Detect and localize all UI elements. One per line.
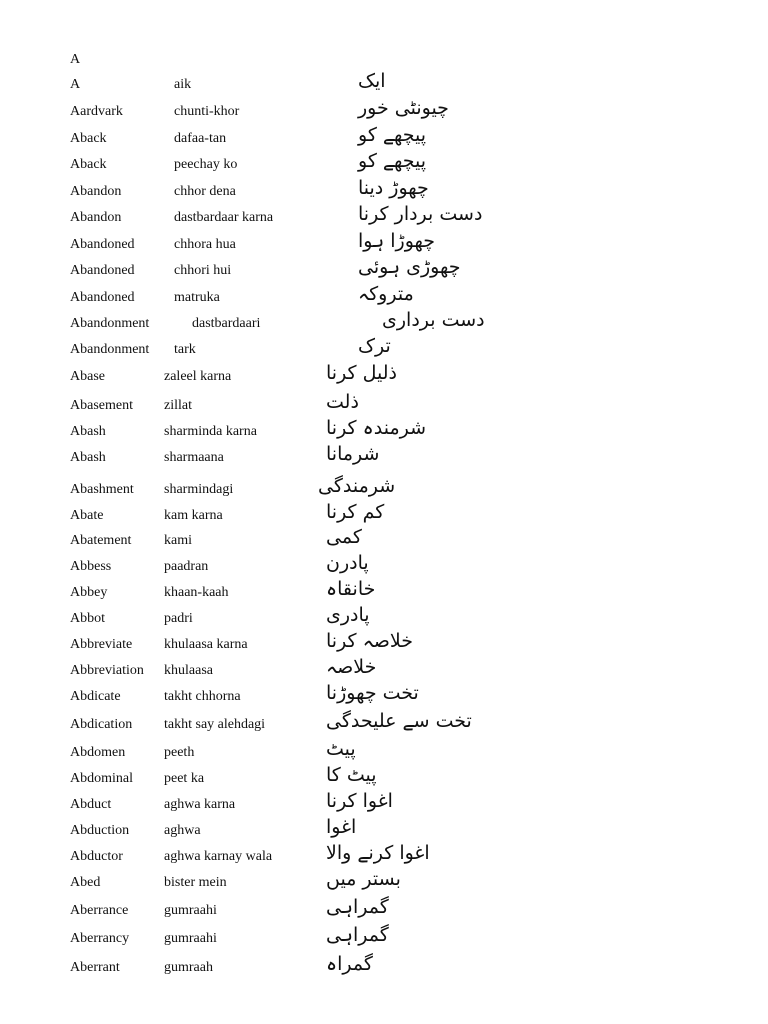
roman-urdu: tark xyxy=(174,342,196,357)
urdu-script: ذلت xyxy=(326,391,359,413)
urdu-script: بستر میں xyxy=(326,868,401,890)
urdu-script: گمراہی xyxy=(326,924,389,946)
english-word: A xyxy=(70,77,81,92)
urdu-script: گمراہی xyxy=(326,896,389,918)
roman-urdu: khaan-kaah xyxy=(164,585,229,600)
urdu-script: چھوڑ دینا xyxy=(358,177,429,199)
english-word: Abatement xyxy=(70,533,132,548)
english-word: Aberrance xyxy=(70,903,129,918)
english-word: Aback xyxy=(70,131,107,146)
english-word: Abandonment xyxy=(70,316,150,331)
english-word: Abbot xyxy=(70,611,105,626)
roman-urdu: chhora hua xyxy=(174,237,236,252)
urdu-script: چھوڑی ہوئی xyxy=(358,256,461,278)
english-word: Abbreviate xyxy=(70,637,133,652)
english-word: Abdicate xyxy=(70,689,121,704)
urdu-script: ترک xyxy=(358,335,391,357)
roman-urdu: paadran xyxy=(164,559,209,574)
urdu-script: شرمندہ کرنا xyxy=(326,417,427,439)
entry-row xyxy=(0,417,768,446)
urdu-script: تخت چھوڑنا xyxy=(326,682,419,704)
urdu-script: چھوڑا ہوا xyxy=(358,230,436,252)
roman-urdu: khulaasa xyxy=(164,663,213,678)
roman-urdu: dafaa-tan xyxy=(174,131,227,146)
english-word: Abbreviation xyxy=(70,663,144,678)
english-word: Abduct xyxy=(70,797,112,812)
roman-urdu: kam karna xyxy=(164,508,223,523)
roman-urdu: takht chhorna xyxy=(164,689,241,704)
urdu-script: دست بردار کرنا xyxy=(358,203,483,225)
roman-urdu: chunti-khor xyxy=(174,104,240,119)
english-word: Abandonment xyxy=(70,342,150,357)
entry-row xyxy=(0,896,768,925)
roman-urdu: takht say alehdagi xyxy=(164,717,266,732)
roman-urdu: gumraahi xyxy=(164,903,217,918)
english-word: Abandoned xyxy=(70,237,135,252)
entry-row xyxy=(0,578,768,607)
roman-urdu: aghwa karna xyxy=(164,797,236,812)
english-word: Abandoned xyxy=(70,290,135,305)
roman-urdu: matruka xyxy=(174,290,220,305)
english-word: Abduction xyxy=(70,823,130,838)
roman-urdu: bister mein xyxy=(164,875,227,890)
english-word: Abash xyxy=(70,450,106,465)
english-word: Aberrancy xyxy=(70,931,130,946)
english-word: Abbey xyxy=(70,585,108,600)
urdu-script: گمراہ xyxy=(326,953,373,975)
roman-urdu: chhor dena xyxy=(174,184,236,199)
roman-urdu: sharmaana xyxy=(164,450,224,465)
entry-row xyxy=(0,953,768,982)
roman-urdu: aghwa karnay wala xyxy=(164,849,273,864)
roman-urdu: gumraahi xyxy=(164,931,217,946)
entry-row xyxy=(0,738,768,767)
entry-row xyxy=(0,526,768,555)
english-word: Abdication xyxy=(70,717,133,732)
roman-urdu: peet ka xyxy=(164,771,205,786)
english-word: Aback xyxy=(70,157,107,172)
entry-row xyxy=(0,790,768,819)
urdu-script: شرمانا xyxy=(326,443,380,465)
roman-urdu: dastbardaari xyxy=(192,316,261,331)
entry-row xyxy=(0,682,768,711)
roman-urdu: sharmindagi xyxy=(164,482,234,497)
urdu-script: پادرن xyxy=(326,552,369,574)
entry-row xyxy=(0,501,768,530)
urdu-script: پیچھے کو xyxy=(358,150,427,172)
entry-row xyxy=(0,710,768,739)
urdu-script: پیٹ xyxy=(326,738,356,760)
section-letter: A xyxy=(70,52,81,67)
entry-row xyxy=(0,362,768,391)
roman-urdu: aik xyxy=(174,77,192,92)
urdu-script: خانقاہ xyxy=(326,578,376,600)
roman-urdu: dastbardaar karna xyxy=(174,210,274,225)
english-word: Abash xyxy=(70,424,106,439)
urdu-script: ایک xyxy=(358,70,386,92)
english-word: Abashment xyxy=(70,482,134,497)
english-word: Aberrant xyxy=(70,960,120,975)
english-word: Abase xyxy=(70,369,105,384)
urdu-script: تخت سے علیحدگی xyxy=(326,710,472,732)
urdu-script: خلاصہ کرنا xyxy=(326,630,413,652)
english-word: Abandon xyxy=(70,184,122,199)
urdu-script: اغوا کرنے والا xyxy=(326,842,430,864)
roman-urdu: khulaasa karna xyxy=(164,637,248,652)
urdu-script: اغوا کرنا xyxy=(326,790,393,812)
urdu-script: دست برداری xyxy=(382,309,485,331)
roman-urdu: sharminda karna xyxy=(164,424,257,439)
roman-urdu: zaleel karna xyxy=(164,369,232,384)
urdu-script: چیونٹی خور xyxy=(358,97,449,119)
entry-row xyxy=(0,924,768,953)
roman-urdu: chhori hui xyxy=(174,263,232,278)
entry-row xyxy=(0,868,768,897)
roman-urdu: peeth xyxy=(164,745,195,760)
entry-row xyxy=(0,552,768,581)
urdu-script: کمی xyxy=(326,526,362,548)
roman-urdu: zillat xyxy=(164,398,192,413)
urdu-script: ذلیل کرنا xyxy=(326,362,398,384)
english-word: Abandoned xyxy=(70,263,135,278)
urdu-script: پیچھے کو xyxy=(358,124,427,146)
roman-urdu: padri xyxy=(164,611,193,626)
english-word: Abasement xyxy=(70,398,133,413)
urdu-script: شرمندگی xyxy=(318,475,396,497)
urdu-script: پیٹ کا xyxy=(326,764,377,786)
english-word: Abandon xyxy=(70,210,122,225)
english-word: Abbess xyxy=(70,559,112,574)
english-word: Abductor xyxy=(70,849,123,864)
roman-urdu: peechay ko xyxy=(174,157,238,172)
english-word: Abdomen xyxy=(70,745,126,760)
urdu-script: خلاصہ xyxy=(326,656,377,678)
roman-urdu: aghwa xyxy=(164,823,201,838)
english-word: Abdominal xyxy=(70,771,133,786)
english-word: Aardvark xyxy=(70,104,123,119)
urdu-script: کم کرنا xyxy=(326,501,385,523)
entry-row xyxy=(0,443,768,472)
urdu-script: متروکہ xyxy=(358,283,414,305)
roman-urdu: kami xyxy=(164,533,192,548)
english-word: Abate xyxy=(70,508,104,523)
urdu-script: پادری xyxy=(326,604,370,626)
urdu-script: اغوا xyxy=(326,816,357,838)
english-word: Abed xyxy=(70,875,101,890)
roman-urdu: gumraah xyxy=(164,960,213,975)
entry-row xyxy=(0,630,768,659)
